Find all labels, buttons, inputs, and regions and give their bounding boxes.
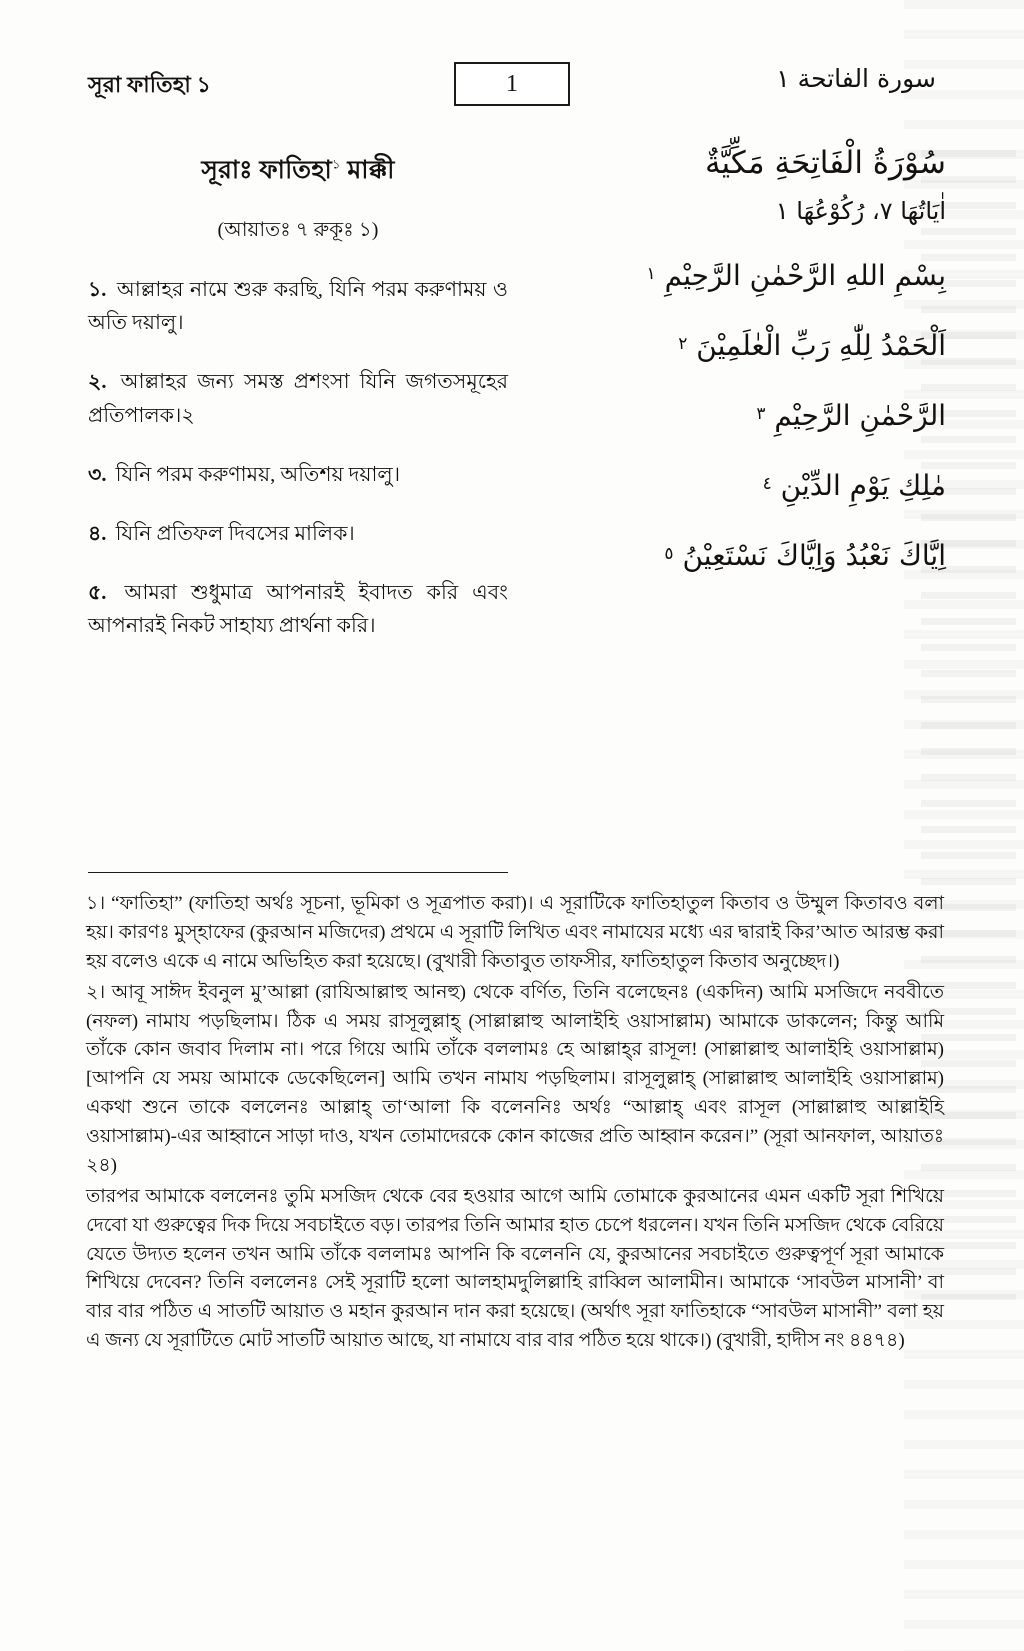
bengali-ayah-2-text: আল্লাহর জন্য সমস্ত প্রশংসা যিনি জগতসমূহের প্রতিপালক।২ [88, 371, 509, 427]
bengali-ayah-4-number: ৪. [88, 523, 107, 546]
arabic-ayah-3 [526, 395, 946, 437]
bengali-ayah-5-text: আমরা শুধুমাত্র আপনারই ইবাদত করি এবং আপনারই নিকট সাহায্য প্রার্থনা করি। [88, 582, 508, 638]
arabic-ayah-2-marker: ٢ [678, 333, 688, 354]
bengali-ayah-3-number: ৩. [88, 463, 107, 486]
arabic-ayah-ruku-count: اٰيَاتُهَا ٧، رُكُوْعُهَا ١ [775, 196, 946, 225]
arabic-ayah-4-marker: ٤ [762, 473, 772, 494]
bengali-ayah-4-text: যিনি প্রতিফল দিবসের মালিক। [115, 523, 355, 546]
arabic-sura-heading: سُوْرَةُ الْفَاتِحَةِ مَكِّيَّةٌ [704, 145, 946, 181]
bengali-ayah-2 [88, 366, 508, 432]
bengali-ayah-3-text: যিনি পরম করুণাময়, অতিশয় দয়ালু। [115, 463, 401, 486]
arabic-ayah-3-text: الرَّحْمٰنِ الرَّحِيْمِ [774, 398, 946, 432]
footnote-2-continued [86, 1183, 944, 1356]
arabic-ayah-4 [526, 465, 946, 507]
bengali-ayah-4 [88, 518, 508, 551]
header-sura-title-bengali: সূরা ফাতিহা ১ [88, 72, 212, 97]
arabic-ayah-1 [526, 255, 946, 297]
footnote-2 [86, 979, 944, 1181]
bengali-sura-revelation-place: মাক্কী [347, 157, 395, 184]
bengali-ayah-ruku-count: (আয়াতঃ ৭ রুকূঃ ১) [217, 219, 379, 241]
page-header [88, 62, 936, 108]
arabic-ayah-1-marker: ١ [646, 263, 656, 284]
arabic-ayah-1-text: بِسْمِ اللهِ الرَّحْمٰنِ الرَّحِيْمِ [664, 258, 946, 292]
footnote-1 [86, 890, 944, 977]
arabic-ayah-5-marker: ٥ [664, 543, 674, 564]
footnote-1-text: “ফাতিহা” (ফাতিহা অর্থঃ সূচনা, ভূমিকা ও সূত্রপাত করা)। এ সূরাটিকে ফাতিহাতুল কিতাব ও উম্মুল কিতাবও বলা হয়। কারণঃ মুস্‌হাফের (কুরআন মজিদের) প্রথমে এ সূরাটি লিখিত এবং নামাযের মধ্যে এর দ্বারাই কির’আত আরম্ভ করা হয় বলেও একে এ নামে অভিহিত করা হয়েছে। (বুখারী কিতাবুত তাফসীর, ফাতিহাতুল কিতাব অনুচ্ছেদ।) [86, 893, 944, 972]
arabic-ayah-2 [526, 325, 946, 367]
footnote-2-marker: ২। [86, 981, 106, 1003]
bengali-ayah-3 [88, 459, 508, 492]
footnote-section [86, 890, 944, 1358]
bengali-ayah-1-text: আল্লাহর নামে শুরু করছি, যিনি পরম করুণাময় ও অতি দয়ালু। [88, 279, 508, 335]
bengali-ayah-2-number: ২. [88, 371, 107, 394]
bengali-ayah-5 [88, 577, 508, 643]
arabic-ayah-3-marker: ٣ [756, 403, 766, 424]
arabic-ayah-5 [526, 535, 946, 577]
bengali-sura-name: সূরাঃ ফাতিহা [201, 157, 333, 184]
footnote-1-marker: ১। [86, 893, 106, 914]
bengali-ayah-1-number: ১. [88, 279, 107, 301]
bengali-ayah-5-number: ৫. [88, 582, 107, 605]
footnote-separator-rule [88, 872, 508, 873]
page-number: 1 [506, 70, 518, 97]
arabic-ayah-4-text: مٰلِكِ يَوْمِ الدِّيْنِ [780, 468, 946, 502]
arabic-text-column [526, 140, 946, 577]
header-sura-title-arabic: سورة الفاتحة ١ [776, 64, 936, 93]
bengali-sura-heading [88, 150, 508, 193]
arabic-ayah-5-text: اِيَّاكَ نَعْبُدُ وَاِيَّاكَ نَسْتَعِيْنُ [682, 538, 946, 572]
arabic-ayah-2-text: اَلْحَمْدُ لِلّٰهِ رَبِّ الْعٰلَمِيْنَ [696, 328, 946, 362]
bengali-sura-footnote-marker: ১ [332, 156, 341, 172]
bengali-ayah-1 [88, 274, 508, 340]
footnote-2-text: আবূ সাঈদ ইবনুল মু’আল্লা (রাযিআল্লাহু আনহু) থেকে বর্ণিত, তিনি বলেছেনঃ (একদিন) আমি মসজিদে নববীতে (নফল) নামায পড়ছিলাম। ঠিক এ সময় রাসূলুল্লাহ্‌ (সাল্লাল্লাহু আলাইহি ওয়াসাল্লাম) আমাকে ডাকলেন; কিন্তু আমি তাঁকে কোন জবাব দিলাম না। পরে গিয়ে আমি তাঁকে বললামঃ হে আল্লাহ্‌র রাসূল! (সাল্লাল্লাহু আলাইহি ওয়াসাল্লাম) [আপনি যে সময় আমাকে ডেকেছিলেন] আমি তখন নামায পড়ছিলাম। রাসূলুল্লাহ্‌ (সাল্লাল্লাহু আলাইহি ওয়াসাল্লাম) একথা শুনে তাকে বললেনঃ আল্লাহ্‌ তা‘আলা কি বলেননিঃ অর্থঃ “আল্লাহ্‌ এবং রাসূল (সাল্লাল্লাহু আল্লাইহি ওয়াসাল্লাম)-এর আহ্বানে সাড়া দাও, যখন তোমাদেরকে কোন কাজের প্রতি আহ্বান করেন।” (সূরা আনফাল, আয়াতঃ ২৪) [86, 981, 944, 1176]
page-number-box [454, 62, 570, 106]
scripture-body [88, 140, 946, 830]
footnote-2-continued-text: তারপর আমাকে বললেনঃ তুমি মসজিদ থেকে বের হওয়ার আগে আমি তোমাকে কুরআনের এমন একটি সূরা শিখিয়ে দেবো যা গুরুত্বের দিক দিয়ে সবচাইতে বড়। তারপর তিনি আমার হাত চেপে ধরলেন। যখন তিনি মসজিদ থেকে বেরিয়ে যেতে উদ্যত হলেন তখন আমি তাঁকে বললামঃ আপনি কি বলেননি যে, কুরআনের সবচাইতে গুরুত্বপূর্ণ সূরা আমাকে শিখিয়ে দেবেন? তিনি বললেনঃ সেই সূরাটি হলো আলহামদুলিল্লাহি রাব্বিল আলামীন। আমাকে ‘সাবউল মাসানী’ বা বার বার পঠিত এ সাতটি আয়াত ও মহান কুরআন দান করা হয়েছে। (অর্থাৎ সূরা ফাতিহাকে “সাবউল মাসানী” বলা হয় এ জন্য যে সূরাটিতে মোট সাতটি আয়াত আছে, যা নামাযে বার বার পঠিত হয়ে থাকে।) (বুখারী, হাদীস নং ৪৪৭৪) [86, 1185, 944, 1352]
bengali-translation-column [88, 140, 508, 644]
